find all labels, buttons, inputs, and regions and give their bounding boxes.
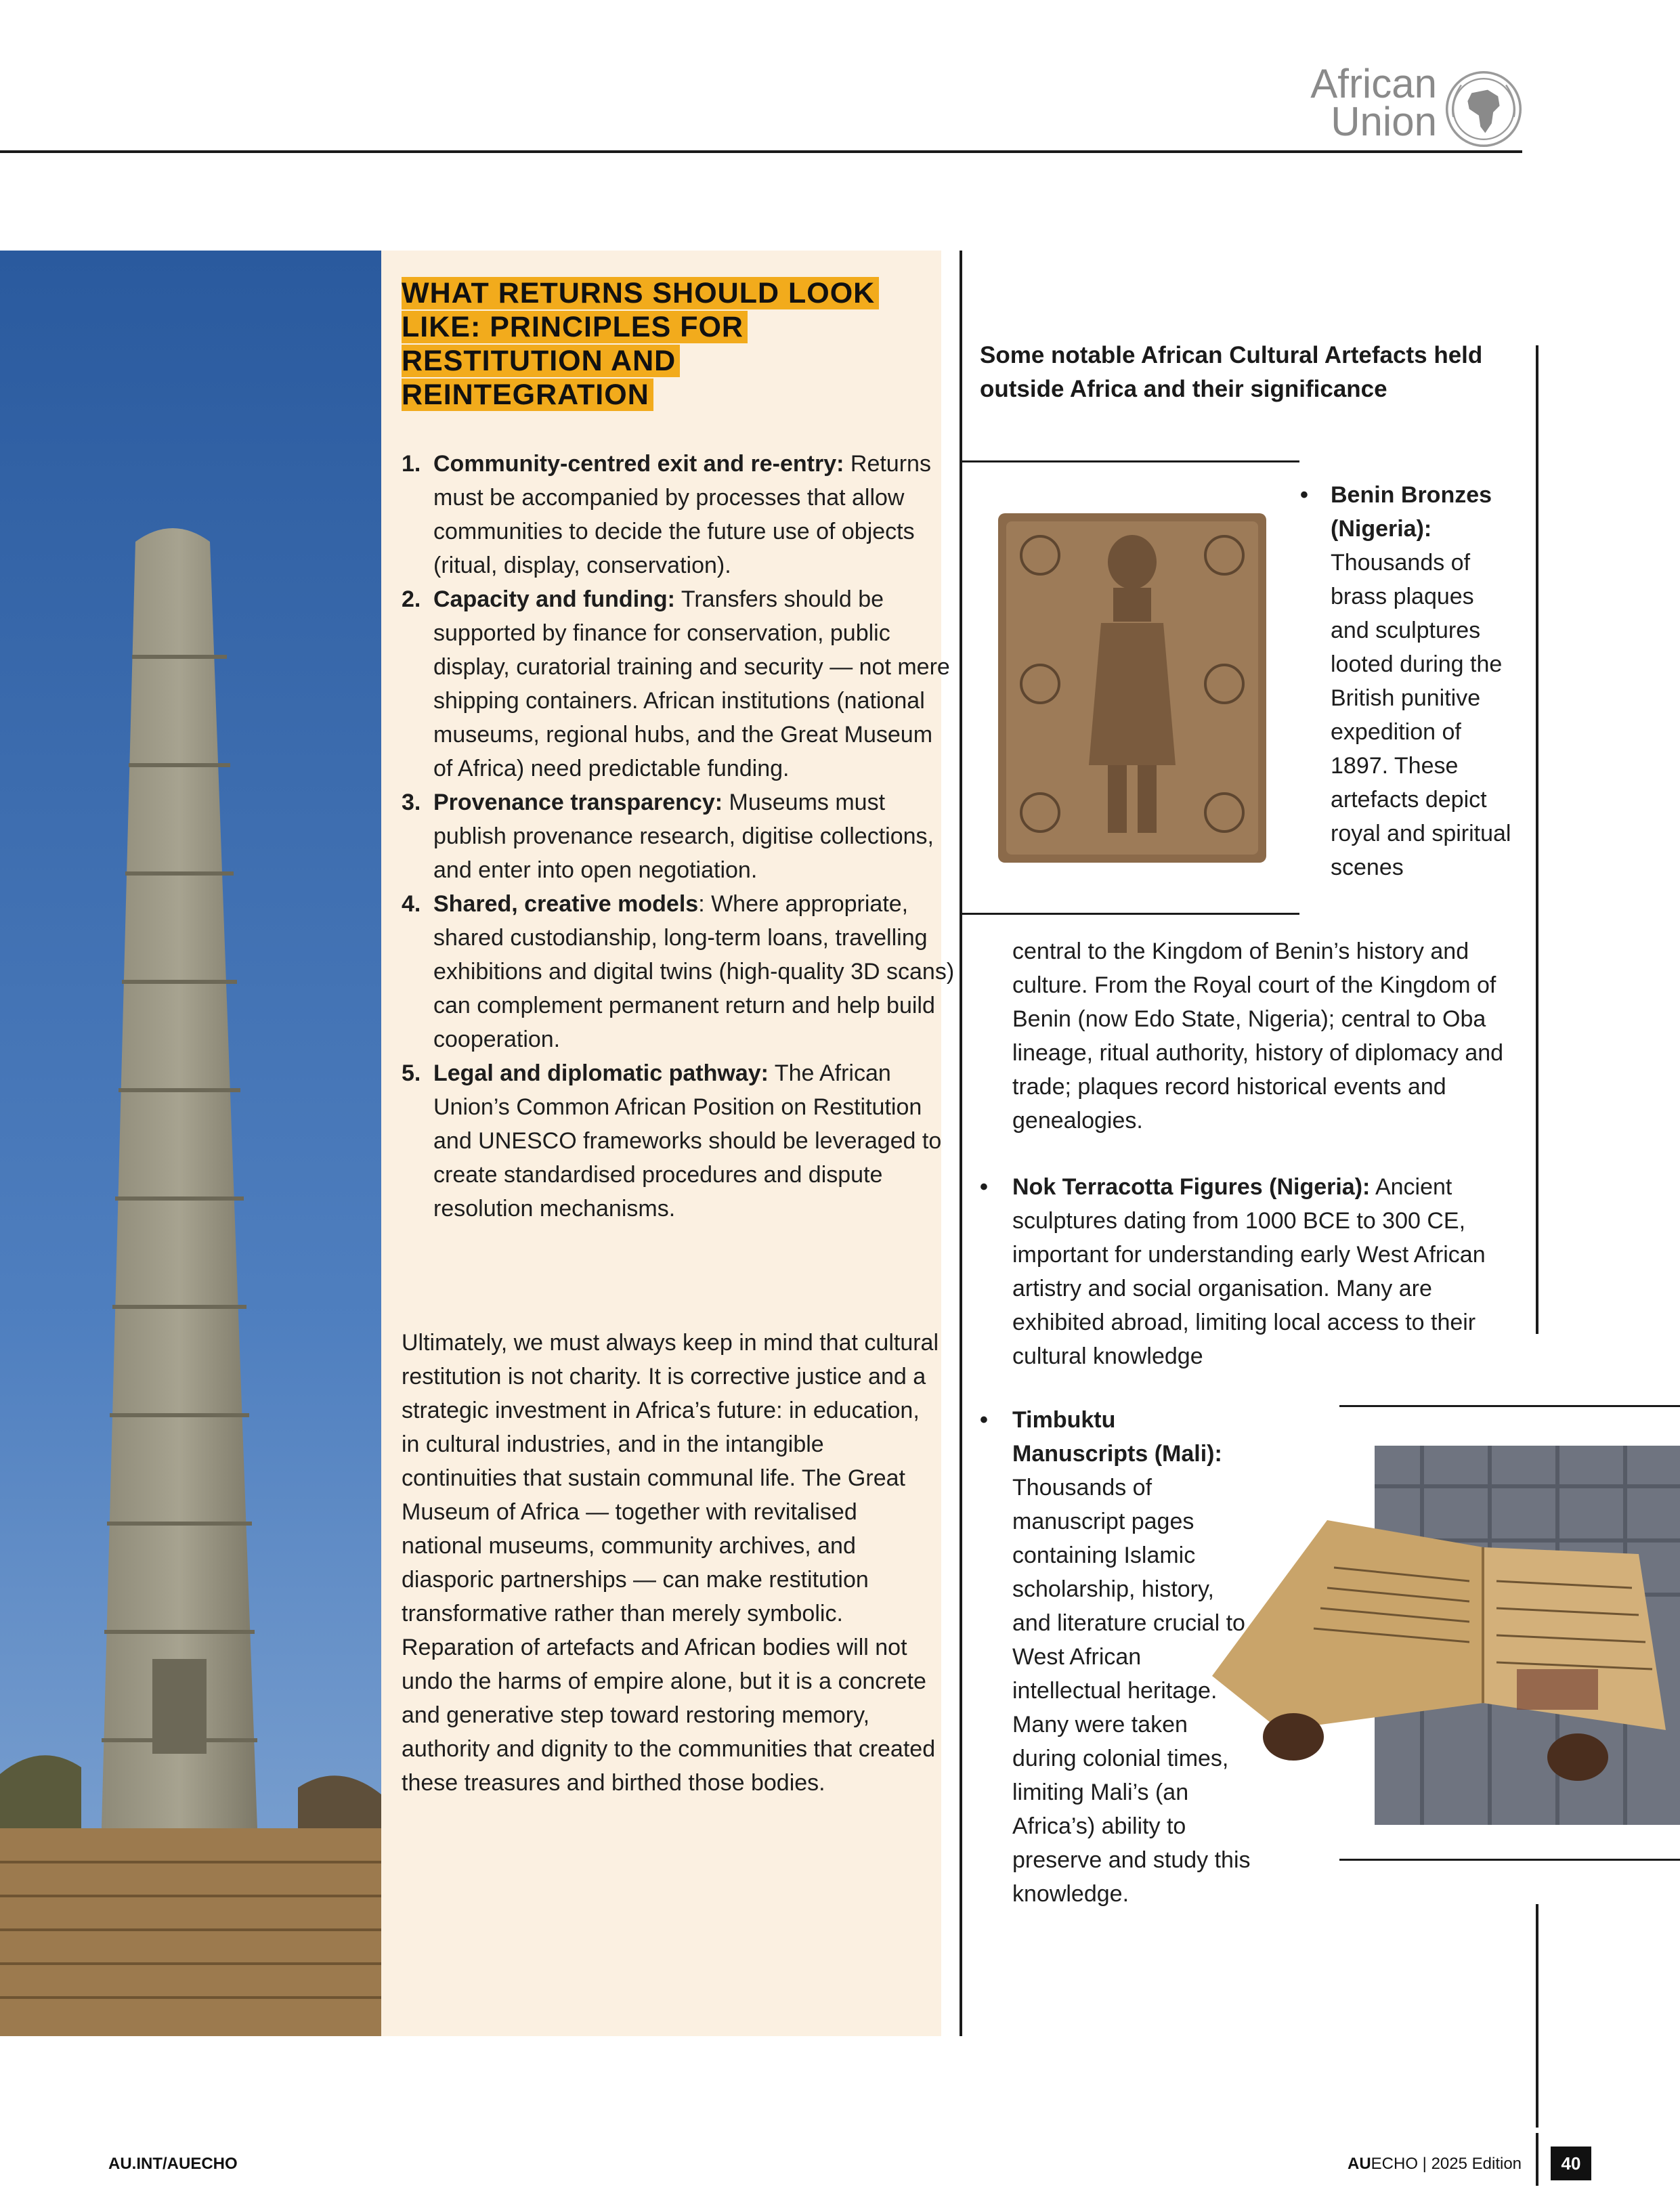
footer-brand-rest: ECHO | 2025 Edition [1371, 2155, 1522, 2173]
column-divider [960, 251, 962, 2036]
principle-title: Shared, creative models [433, 891, 699, 917]
sidebar-title: Some notable African Cultural Artefacts held outside Africa and their significance [980, 342, 1483, 402]
principle-item [402, 887, 957, 1056]
principle-number: 5. [402, 1060, 421, 1086]
logo-line-african: African [1310, 61, 1437, 106]
conclusion-paragraph: Ultimately, we must always keep in mind that cultural restitution is not charity. It is corrective justice and a strategic investment in Africa’s future: in education, in cultural industries, and in the intangible continuities that sustain communal life. The Great Museum of Africa — together with revitalised national museums, community archives, and diasporic partnerships — can make restitution transformative rather than merely symbolic. Reparation of artefacts and African bodies will not undo the harms of empire alone, but it is a concrete and generative step toward restoring memory, authority and dignity to the communities that created these treasures and birthed those bodies. [402, 1330, 939, 1796]
african-union-logo [1287, 61, 1524, 153]
benin-bronzes-item [1300, 478, 1517, 884]
benin-text-part1: Thousands of brass plaques and sculptures looted during the British punitive expedition of 1897. These artefacts depict royal and spiritual scenes [1331, 550, 1511, 880]
principle-title: Provenance transparency: [433, 790, 723, 815]
principle-number: 4. [402, 891, 421, 917]
principle-text: Returns must be accompanied by processes that allow communities to decide the future use of objects (ritual, display, conservation). [433, 451, 931, 578]
sidebar-rule [1536, 1904, 1538, 2128]
section-heading [402, 276, 916, 412]
bullet: • [980, 1407, 988, 1433]
timbuktu-text: Thousands of manuscript pages containing Islamic scholarship, history, and literature crucial to West African intellectual heritage. Many were taken during colonial times, limiting Mali’s (an Africa’s) ability to preserve and study this knowledge. [1012, 1475, 1251, 1907]
image-rule [960, 913, 1299, 915]
bullet: • [980, 1174, 988, 1200]
nok-title: Nok Terracotta Figures (Nigeria): [1012, 1174, 1371, 1200]
benin-text-part2: central to the Kingdom of Benin’s history and culture. From the Royal court of the Kingdom of Benin (now Edo State, Nigeria); central to Oba lineage, ritual authority, history of diplomacy and trade; plaques record historical events and genealogies. [1012, 939, 1504, 1134]
section-heading-text: WHAT RETURNS SHOULD LOOK LIKE: PRINCIPLES FOR RESTITUTION AND REINTEGRATION [402, 277, 879, 411]
footer-rule [1536, 2133, 1538, 2186]
principle-item [402, 447, 957, 582]
au-emblem-icon [1444, 69, 1524, 149]
nok-terracotta-item [980, 1170, 1522, 1373]
benin-title: Benin Bronzes (Nigeria): [1331, 482, 1492, 542]
page-number: 40 [1551, 2147, 1591, 2180]
principle-item [402, 1056, 957, 1226]
nok-text: Ancient sculptures dating from 1000 BCE to 300 CE, important for understanding early West African artistry and social organisation. Many are exhibited abroad, limiting local access to their cultural knowledge [1012, 1174, 1486, 1369]
footer-website: AU.INT/AUECHO [108, 2155, 238, 2173]
footer-edition [1348, 2155, 1522, 2174]
principle-title: Legal and diplomatic pathway: [433, 1060, 769, 1086]
principle-item [402, 582, 957, 785]
image-rule [1339, 1859, 1680, 1861]
benin-bronze-plaque-photo [993, 508, 1272, 868]
principle-text: Transfers should be supported by finance for conservation, public display, curatorial training and security — not mere shipping containers. African institutions (national museums, regional hubs, and the Great Museum of Africa) need predictable funding. [433, 586, 950, 781]
bullet: • [1300, 482, 1308, 508]
header-rule [0, 150, 1522, 153]
principles-list [402, 447, 957, 1226]
obelisk-photo [0, 251, 381, 2036]
timbuktu-manuscript-photo [1199, 1446, 1680, 1825]
principle-number: 1. [402, 451, 421, 477]
principle-number: 2. [402, 586, 421, 612]
principle-sep: : [698, 891, 705, 917]
timbuktu-title: Timbuktu Manuscripts (Mali): [1012, 1407, 1222, 1467]
image-rule [960, 460, 1299, 462]
principle-title: Community-centred exit and re-entry: [433, 451, 844, 477]
logo-line-union: Union [1331, 99, 1437, 144]
sidebar-rule [1536, 345, 1538, 1334]
principle-text: Museums must publish provenance research, digitise collections, and enter into open negotiation. [433, 790, 934, 883]
image-rule [1339, 1405, 1680, 1407]
principle-text: Where appropriate, shared custodianship, long-term loans, travelling exhibitions and digital twins (high-quality 3D scans) can complement permanent return and help build cooperation. [433, 891, 955, 1052]
principle-title: Capacity and funding: [433, 586, 675, 612]
principle-number: 3. [402, 790, 421, 815]
principle-text: The African Union’s Common African Position on Restitution and UNESCO frameworks should be leveraged to create standardised procedures and dispute resolution mechanisms. [433, 1060, 942, 1222]
principle-item [402, 785, 957, 887]
footer-brand-bold: AU [1348, 2155, 1371, 2173]
